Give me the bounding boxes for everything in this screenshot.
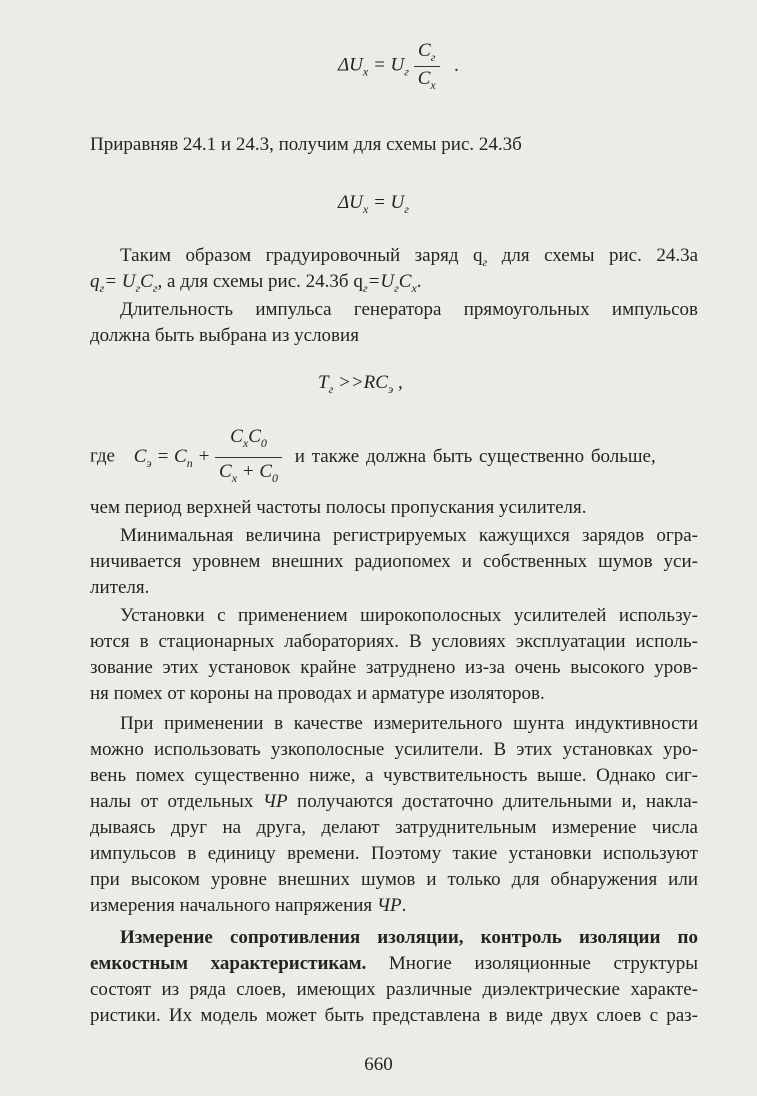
eq2-lhs: ΔU (338, 192, 363, 213)
paragraph-charge-line2: $q_г= U_гC_г$, а для схемы рис. 24.3б $q_г=U_гC_x$. (90, 271, 422, 295)
paragraph-narrowband-line2: можно использовать узкополосные усилители. В этих установках уро- (90, 739, 698, 760)
paragraph-narrowband-line7: при высоком уровне внешних шумов и только для обнаружения или (90, 869, 698, 890)
paragraph-insulation-line4: ристики. Их модель может быть представлена в виде двух слоев с раз- (90, 1005, 698, 1026)
paragraph-narrowband-line3: вень помех существенно ниже, а чувствительность выше. Однако сиг- (90, 765, 698, 786)
paragraph-wideband-line4: ня помех от короны на проводах и арматуре изоляторов. (90, 683, 545, 704)
paragraph-insulation-line3: состоят из ряда слоев, имеющих различные диэлектрические характе- (90, 979, 698, 1000)
paragraph-narrowband-line6: импульсов в единицу времени. Поэтому такие установки используют (90, 843, 698, 864)
paragraph-where-line2: чем период верхней частоты полосы пропускания усилителя. (90, 497, 587, 518)
paragraph-minimal-line2: ничивается уровнем внешних радиопомех и собственных шумов уси- (90, 551, 698, 572)
eq2-rhs: U (390, 192, 405, 213)
paragraph-duration-line2: должна быть выбрана из условия (90, 325, 359, 346)
eq1-lhs: ΔU (338, 54, 363, 76)
where-label: где (90, 445, 115, 467)
paragraph-minimal-line3: лителя. (90, 577, 150, 598)
capacitance-fraction: $\frac{C_xC_0}{C_x + C_0}$ (215, 424, 282, 491)
paragraph-wideband-line1: Установки с применением широкополосных усилителей использу- (120, 605, 698, 626)
eq1-numerator: C (418, 40, 431, 61)
eq2-rhs-sub: г (404, 201, 409, 216)
paragraph-minimal-line1: Минимальная величина регистрируемых кажущихся зарядов огра- (120, 525, 698, 546)
eq1-u-sub: г (404, 64, 409, 79)
section-heading-continued: емкостным характеристикам. (90, 953, 367, 974)
where-clause-tail: и также должна быть существенно больше, (294, 445, 656, 467)
paragraph-narrowband-line4: налы от отдельных ЧР получаются достаточно длительными и, накла- (90, 791, 698, 812)
equation-delta-u-equals-u (338, 192, 409, 217)
eq1-denominator: C (417, 67, 431, 89)
paragraph-insulation-line2: емкостным характеристикам. Многие изоляционные структуры (90, 953, 698, 974)
eq1-numerator-sub: г (430, 49, 436, 64)
equation-equivalent-capacitance: где $C_э = C_п$ + $\frac{C_xC_0}{C_x + C_0}$ и также должна быть существенно больше, (90, 424, 698, 491)
eq1-equals: = (372, 54, 386, 76)
equation-period-condition: $T_г >>RC_э$ , (318, 372, 403, 396)
eq1-lhs-sub: x (362, 64, 369, 79)
eq2-lhs-sub: x (362, 201, 369, 216)
eq2-equals: = (372, 192, 386, 213)
eq1-dot: . (454, 54, 460, 76)
paragraph-narrowband-line8: измерения начального напряжения ЧР. (90, 895, 407, 916)
page-number: 660 (364, 1054, 393, 1075)
eq1-u: U (390, 54, 405, 76)
eq1-denominator-sub: x (430, 77, 436, 92)
paragraph-charge-line1: Таким образом градуировочный заряд $q_г$ для схемы рис. 24.3а (120, 245, 699, 269)
paragraph-duration-line1: Длительность импульса генератора прямоугольных импульсов (120, 299, 698, 320)
paragraph-narrowband-line1: При применении в качестве измерительного шунта индуктивности (120, 713, 698, 734)
paragraph-wideband-line3: зование этих установок крайне затруднено из-за очень высокого уров- (90, 657, 698, 678)
equation-delta-u-capacitance (338, 40, 459, 93)
paragraph-wideband-line2: ются в стационарных лабораториях. В условиях эксплуатации исполь- (90, 631, 698, 652)
section-heading-insulation-resistance: Измерение сопротивления изоляции, контроль изоляции по (120, 927, 698, 948)
paragraph-narrowband-line5: дываясь друг на друга, делают затруднительным измерение числа (90, 817, 698, 838)
paragraph-equating: Приравняв 24.1 и 24.3, получим для схемы рис. 24.3б (90, 134, 522, 155)
eq1-fraction (414, 40, 440, 93)
